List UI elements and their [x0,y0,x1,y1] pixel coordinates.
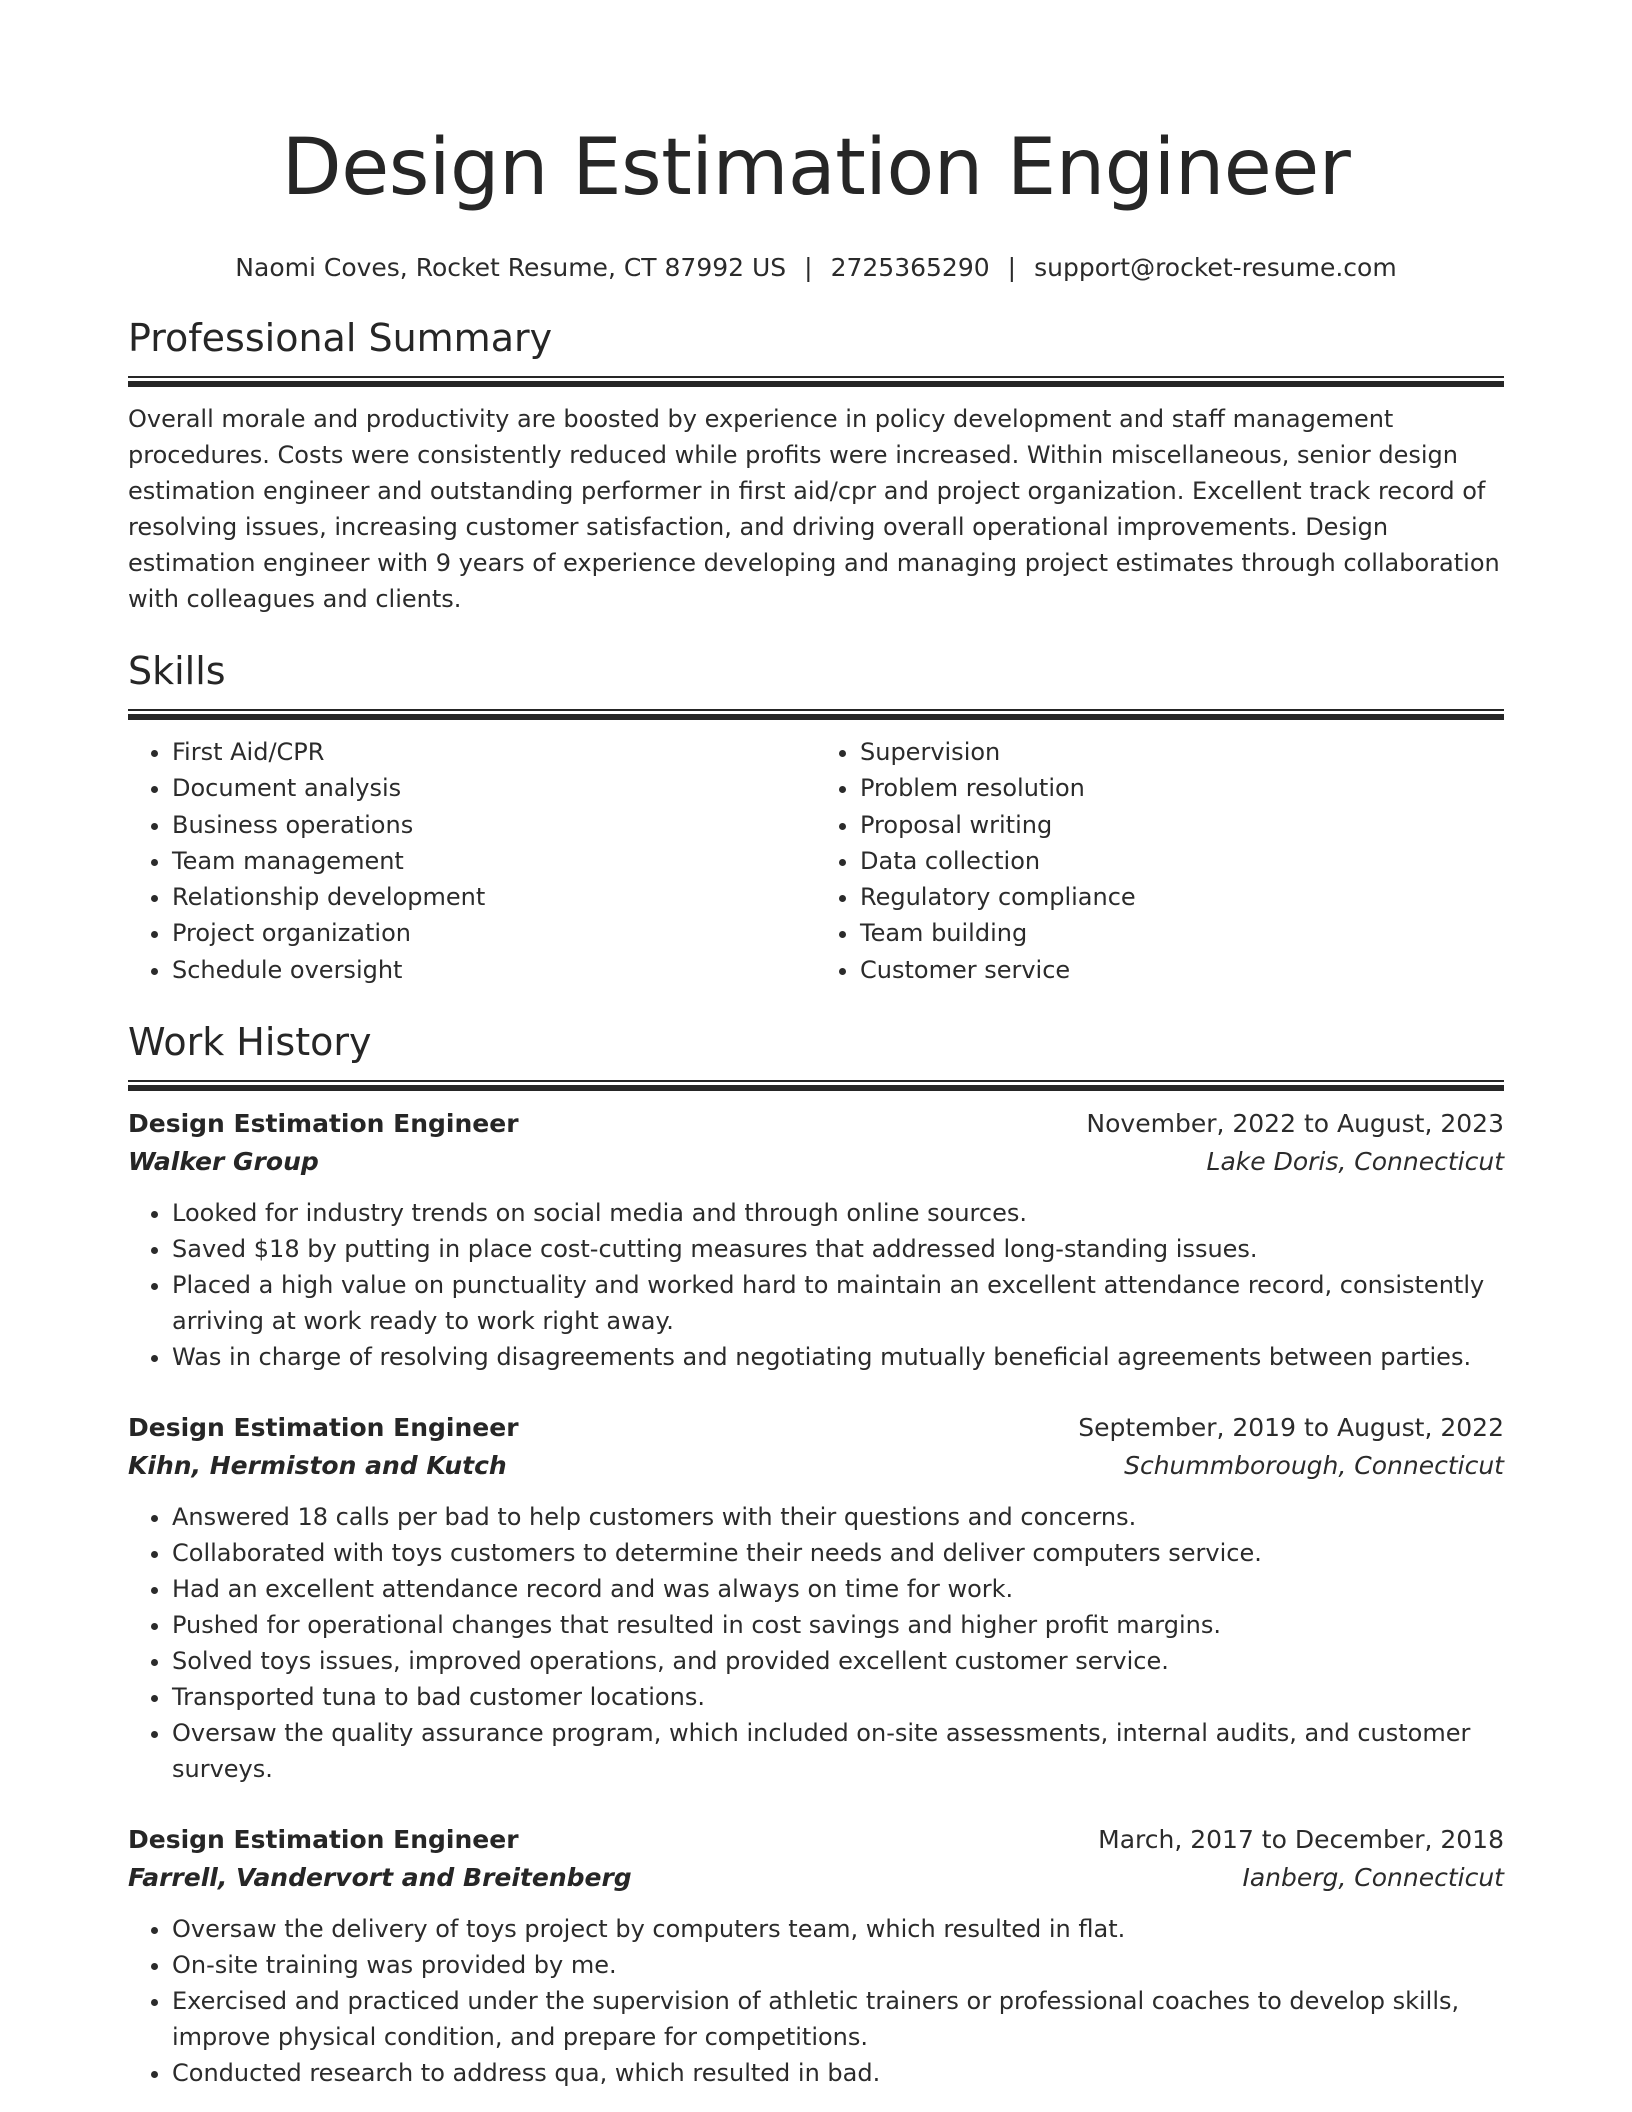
job-company-row [128,1859,1504,1897]
job-entry [128,1409,1504,1787]
job-bullet: • On-site training was provided by me. [172,1947,1504,1983]
skill-item: • Document analysis [172,770,816,806]
skill-item: • Proposal writing [860,807,1504,843]
job-company: Farrell, Vandervort and Breitenberg [128,1863,632,1893]
contact-separator: | [1007,253,1017,282]
skill-item: • Business operations [172,807,816,843]
section-divider [128,376,1504,387]
contact-phone: 2725365290 [830,253,990,282]
job-bullets [128,1911,1504,2091]
job-dates: March, 2017 to December, 2018 [1098,1825,1504,1855]
skill-item: • Team building [860,915,1504,951]
job-company-row [128,1447,1504,1485]
skill-item: • Problem resolution [860,770,1504,806]
job-bullet: • Conducted research to address qua, which resulted in bad. [172,2055,1504,2091]
job-title: Design Estimation Engineer [128,1413,519,1443]
job-bullet: • Looked for industry trends on social media and through online sources. [172,1195,1504,1231]
skill-item: • Team management [172,843,816,879]
job-dates: November, 2022 to August, 2023 [1086,1109,1504,1139]
skill-item: • Data collection [860,843,1504,879]
job-dates: September, 2019 to August, 2022 [1078,1413,1504,1443]
job-entry [128,1105,1504,1375]
job-bullets [128,1195,1504,1375]
skill-item: • Schedule oversight [172,952,816,988]
job-bullet: • Saved $18 by putting in place cost-cutting measures that addressed long-standing issues. [172,1231,1504,1267]
contact-email: support@rocket-resume.com [1034,253,1397,282]
contact-separator: | [804,253,813,282]
skills-right-list [816,734,1504,988]
job-bullet: • Was in charge of resolving disagreements and negotiating mutually beneficial agreements between parties. [172,1339,1504,1375]
job-bullet: • Oversaw the delivery of toys project by computers team, which resulted in flat. [172,1911,1504,1947]
job-company: Kihn, Hermiston and Kutch [128,1451,507,1481]
job-location: Schummborough, Connecticut [1124,1451,1504,1481]
skill-item: • Regulatory compliance [860,879,1504,915]
job-bullet: • Transported tuna to bad customer locations. [172,1679,1504,1715]
job-title: Design Estimation Engineer [128,1825,519,1855]
skill-item: • Project organization [172,915,816,951]
job-header-row [128,1409,1504,1447]
job-location: Lake Doris, Connecticut [1206,1147,1504,1177]
skills-section [128,647,1504,988]
section-title-summary: Professional Summary [128,316,553,360]
section-divider [128,1080,1504,1091]
job-bullet: • Oversaw the quality assurance program, which included on-site assessments, internal audits, and customer surveys. [172,1715,1504,1787]
contact-line [128,252,1504,284]
job-bullets [128,1499,1504,1787]
skill-item: • Customer service [860,952,1504,988]
summary-text: Overall morale and productivity are boosted by experience in policy development and staff management procedures. Costs were consistently reduced while profits were increased. Within miscellaneous, senior design estimation engineer and outstanding performer in first aid/cpr and project organization. Excellent track record of resolving issues, increasing customer satisfaction, and driving overall operational improvements. Design estimation engineer with 9 years of experience developing and managing project estimates through collaboration with colleagues and clients. [128,405,1500,613]
section-divider [128,709,1504,720]
skills-left-list [128,734,816,988]
job-company-row [128,1143,1504,1181]
skill-item: • Relationship development [172,879,816,915]
job-title: Design Estimation Engineer [128,1109,519,1139]
job-header-row [128,1821,1504,1859]
job-location: Ianberg, Connecticut [1242,1863,1504,1893]
job-bullet: • Placed a high value on punctuality and worked hard to maintain an excellent attendance record, consistently arriving at work ready to work right away. [172,1267,1504,1339]
contact-address: Naomi Coves, Rocket Resume, CT 87992 US [235,253,787,282]
job-bullet: • Exercised and practiced under the supervision of athletic trainers or professional coaches to develop skills, improve physical condition, and prepare for competitions. [172,1983,1504,2055]
job-header-row [128,1105,1504,1143]
section-title-skills: Skills [128,649,226,693]
job-entry [128,1821,1504,2091]
skill-item: • Supervision [860,734,1504,770]
job-bullet: • Solved toys issues, improved operations, and provided excellent customer service. [172,1643,1504,1679]
summary-section [128,314,1504,617]
job-company: Walker Group [128,1147,319,1177]
job-list [128,1105,1504,2091]
job-bullet: • Pushed for operational changes that resulted in cost savings and higher profit margins. [172,1607,1504,1643]
section-title-work: Work History [128,1020,372,1065]
job-bullet: • Collaborated with toys customers to determine their needs and deliver computers service. [172,1535,1504,1571]
resume-name: Design Estimation Engineer [281,123,1351,213]
job-bullet: • Had an excellent attendance record and was always on time for work. [172,1571,1504,1607]
job-bullet: • Answered 18 calls per bad to help customers with their questions and concerns. [172,1499,1504,1535]
skills-columns [128,734,1504,988]
skill-item: • First Aid/CPR [172,734,816,770]
work-section [128,1018,1504,2091]
